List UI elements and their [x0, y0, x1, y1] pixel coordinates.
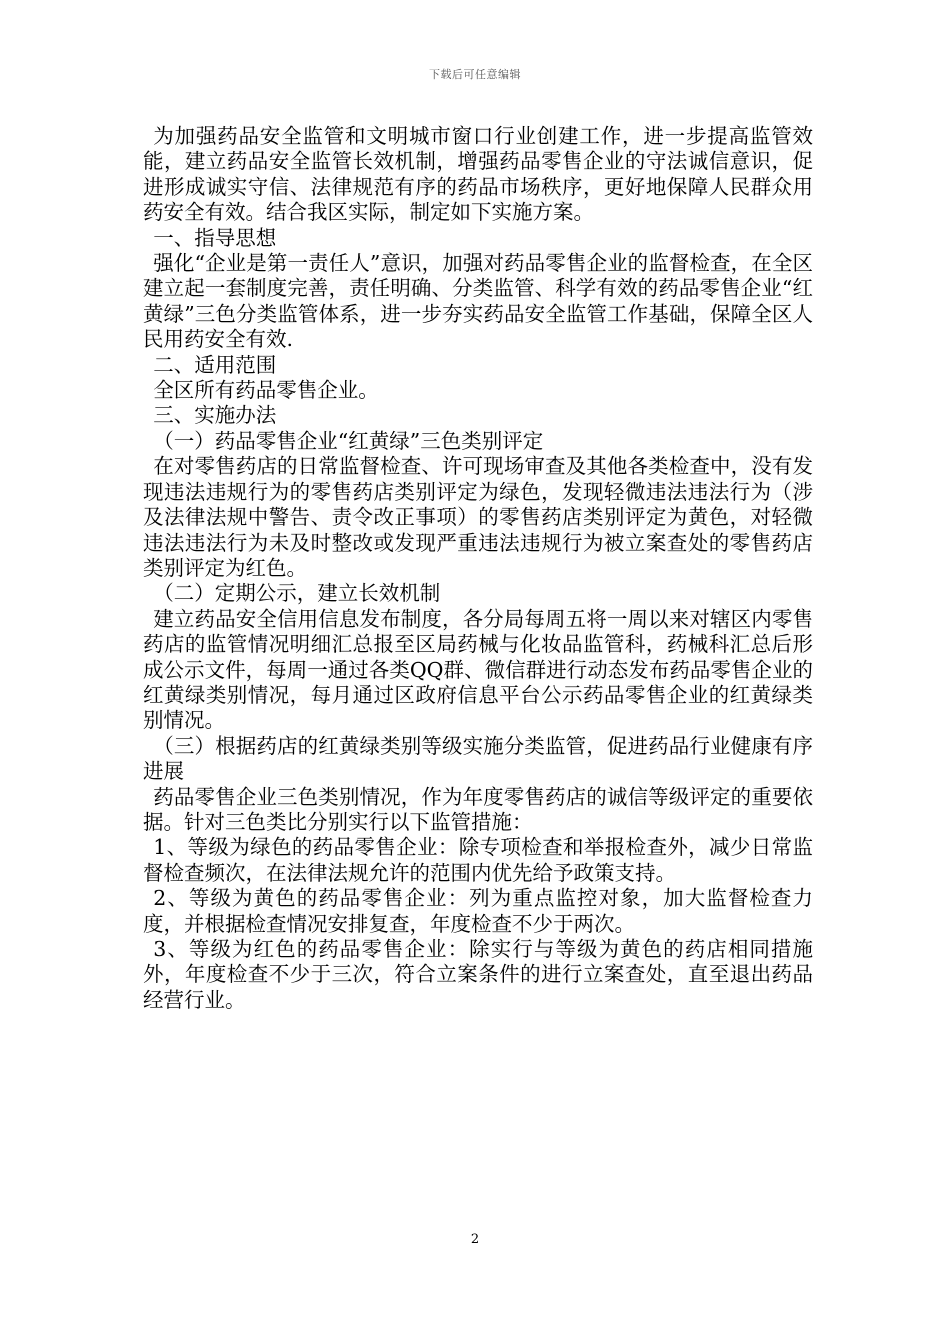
- yellow-level-item: 2、等级为黄色的药品零售企业：列为重点监控对象，加大监督检查力度，并根据检查情况安排复查，年度检查不少于两次。: [143, 886, 813, 936]
- supervision-paragraph: 药品零售企业三色类别情况，作为年度零售药店的诚信等级评定的重要依据。针对三色类比分别实行以下监管措施：: [143, 784, 813, 834]
- section-heading-scope: 二、适用范围: [153, 352, 277, 377]
- section-heading-guiding-ideology: 一、指导思想: [153, 225, 277, 250]
- subheading-supervision: （三）根据药店的红黄绿类别等级实施分类监管，促进药品行业健康有序进展: [143, 733, 813, 784]
- page-number: 2: [470, 1232, 480, 1247]
- red-level-item: 3、等级为红色的药品零售企业：除实行与等级为黄色的药店相同措施外，年度检查不少于三次，符合立案条件的进行立案查处，直至退出药品经营行业。: [143, 937, 813, 1012]
- scope-paragraph: 全区所有药品零售企业。: [153, 378, 379, 403]
- green-level-item: 1、等级为绿色的药品零售企业：除专项检查和举报检查外，减少日常监督检查频次，在法律法规允许的范围内优先给予政策支持。: [143, 835, 813, 885]
- subheading-publication: （二）定期公示，建立长效机制: [153, 581, 441, 606]
- publication-paragraph: 建立药品安全信用信息发布制度，各分局每周五将一周以来对辖区内零售药店的监管情况明细汇总报至区局药械与化妆品监管科，药械科汇总后形成公示文件，每周一通过各类QQ群、微信群进行动态发布药品零售企业的红黄绿类别情况，每月通过区政府信息平台公示药品零售企业的红黄绿类别情况。: [143, 606, 813, 733]
- classification-paragraph: 在对零售药店的日常监督检查、许可现场审查及其他各类检查中，没有发现违法违规行为的零售药店类别评定为绿色，发现轻微违法违法行为（涉及法律法规中警告、责令改正事项）的零售药店类别评定为黄色，对轻微违法违法行为未及时整改或发现严重违法违规行为被立案查处的零售药店类别评定为红色。: [143, 454, 813, 580]
- section-heading-implementation: 三、实施办法: [153, 403, 277, 428]
- intro-paragraph: 为加强药品安全监管和文明城市窗口行业创建工作，进一步提高监管效能，建立药品安全监管长效机制，增强药品零售企业的守法诚信意识，促进形成诚实守信、法律规范有序的药品市场秩序，更好地保障人民群众用药安全有效。结合我区实际，制定如下实施方案。: [143, 124, 813, 225]
- guiding-ideology-paragraph: 强化“企业是第一责任人”意识，加强对药品零售企业的监督检查，在全区建立起一套制度完善，责任明确、分类监管、科学有效的药品零售企业“红黄绿”三色分类监管体系，进一步夯实药品安全监管工作基础，保障全区人民用药安全有效.: [143, 251, 813, 352]
- subheading-classification: （一）药品零售企业“红黄绿”三色类别评定: [153, 428, 544, 453]
- page-header: 下载后可任意编辑: [429, 68, 521, 81]
- document-body: [143, 124, 813, 1013]
